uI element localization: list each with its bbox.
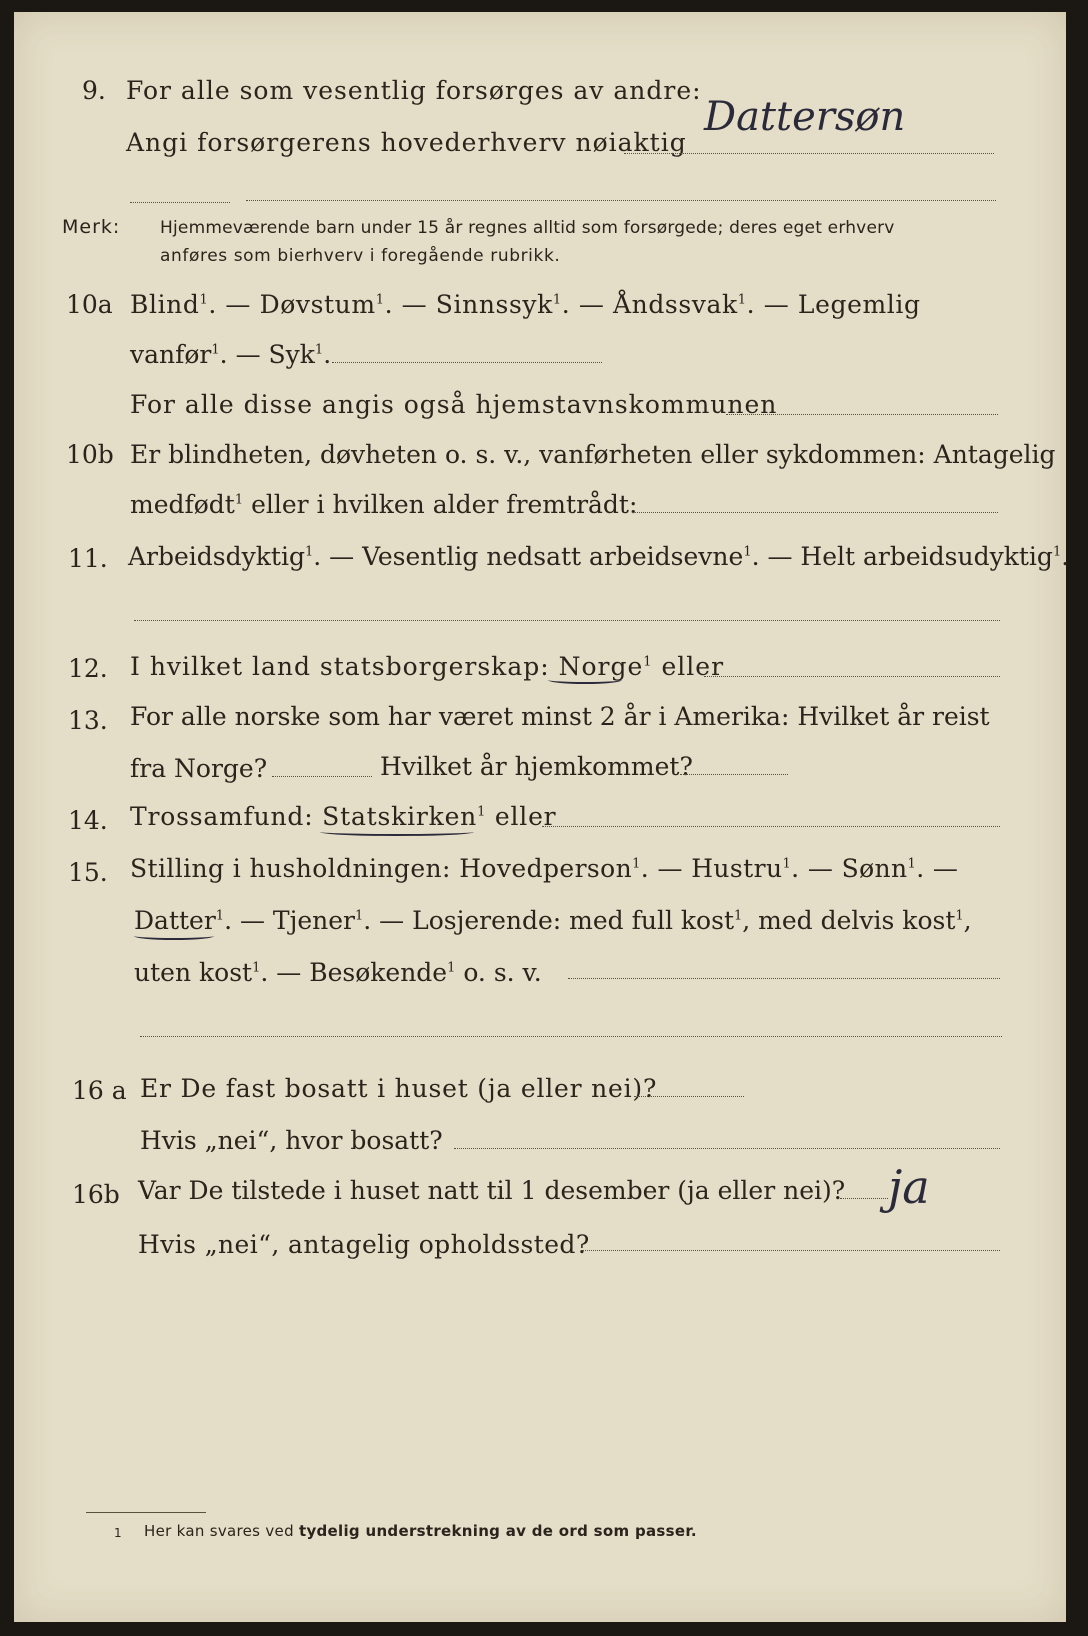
q12-number: 12. (68, 654, 108, 683)
q13-hjemkommet-line (680, 774, 788, 775)
q15-number: 15. (68, 858, 108, 887)
q10b-line2: medfødt$^1$ eller i hvilken alder fremtrådt: (130, 490, 638, 519)
q13-number: 13. (68, 706, 108, 735)
q13-reist-line (272, 776, 372, 777)
q10a-syk-line (332, 362, 602, 363)
footnote-rule (86, 1512, 206, 1513)
q14-answer-line (542, 826, 1000, 827)
q13-line2b: Hvilket år hjemkommet? (380, 752, 693, 781)
q9-line1: For alle som vesentlig forsørges av andre: (126, 76, 702, 105)
q10b-answer-line (632, 512, 998, 513)
q10a-line3: For alle disse angis også hjemstavnskommunen (130, 390, 778, 419)
q10a-hjemstavn-line (726, 414, 998, 415)
q12-line: I hvilket land statsborgerskap: Norge$^1$ eller (130, 652, 725, 681)
q9-answer-line (624, 153, 994, 154)
q16b-line1: Var De tilstede i huset natt til 1 desember (ja eller nei)? (138, 1176, 846, 1205)
q9-number: 9. (82, 76, 106, 105)
q15-extra-line (140, 1036, 1002, 1037)
q14-number: 14. (68, 806, 108, 835)
q9-extra-line-b (246, 200, 996, 201)
merk-label: Merk: (62, 216, 121, 238)
q14-statskirken-underline (320, 828, 474, 836)
q14-line: Trossamfund: Statskirken$^1$ eller (130, 802, 557, 831)
census-form-page (14, 12, 1070, 1622)
q10a-line2: vanfør$^1$. — Syk$^1$. (130, 340, 332, 369)
q15-line2: Datter$^1$. — Tjener$^1$. — Losjerende: med full kost$^1$, med delvis kost$^1$, (134, 906, 972, 935)
q16b-handwritten-answer: ja (888, 1160, 930, 1214)
q16b-line2: Hvis „nei“, antagelig opholdssted? (138, 1230, 590, 1259)
merk-line2: anføres som bierhverv i foregående rubrikk. (160, 246, 561, 266)
q15-answer-line (568, 978, 1000, 979)
q9-handwritten-answer: Dattersøn (704, 94, 906, 140)
q16b-opholdssted-line (582, 1250, 1000, 1251)
q12-answer-line (704, 676, 1000, 677)
q11-line: Arbeidsdyktig$^1$. — Vesentlig nedsatt arbeidsevne$^1$. — Helt arbeidsudyktig$^1$. (128, 542, 1070, 571)
q11-answer-line (134, 620, 1000, 621)
q9-extra-line-a (130, 202, 230, 203)
q10b-number: 10b (66, 440, 114, 469)
merk-line1: Hjemmeværende barn under 15 år regnes alltid som forsørgede; deres eget erhverv (160, 218, 895, 238)
q13-line1: For alle norske som har været minst 2 år i Amerika: Hvilket år reist (130, 702, 990, 731)
q16b-number: 16b (72, 1180, 120, 1209)
q16a-number: 16 a (72, 1076, 127, 1105)
q10a-line1: Blind$^1$. — Døvstum$^1$. — Sinnssyk$^1$. — Åndssvak$^1$. — Legemlig (130, 290, 921, 319)
q16a-bosatt-line (454, 1148, 1000, 1149)
q15-datter-underline (134, 932, 214, 940)
q11-number: 11. (68, 544, 108, 573)
q12-norge-underline (548, 676, 622, 684)
q13-line2a: fra Norge? (130, 754, 268, 783)
q16a-line1: Er De fast bosatt i huset (ja eller nei)? (140, 1074, 658, 1103)
q10b-line1: Er blindheten, døvheten o. s. v., vanførheten eller sykdommen: Antagelig (130, 440, 1056, 469)
q16a-line2: Hvis „nei“, hvor bosatt? (140, 1126, 443, 1155)
q9-line2: Angi forsørgerens hovederhverv nøiaktig (126, 128, 687, 157)
q15-line1: Stilling i husholdningen: Hovedperson$^1$. — Hustru$^1$. — Sønn$^1$. — (130, 854, 959, 883)
footnote-text: Her kan svares ved tydelig understrekning av de ord som passer. (144, 1522, 697, 1540)
q10a-number: 10a (66, 290, 113, 319)
q15-line3: uten kost$^1$. — Besøkende$^1$ o. s. v. (134, 958, 542, 987)
q16a-answer-line (634, 1096, 744, 1097)
q16b-answer-line (840, 1198, 888, 1199)
footnote-mark: 1 (114, 1526, 122, 1540)
